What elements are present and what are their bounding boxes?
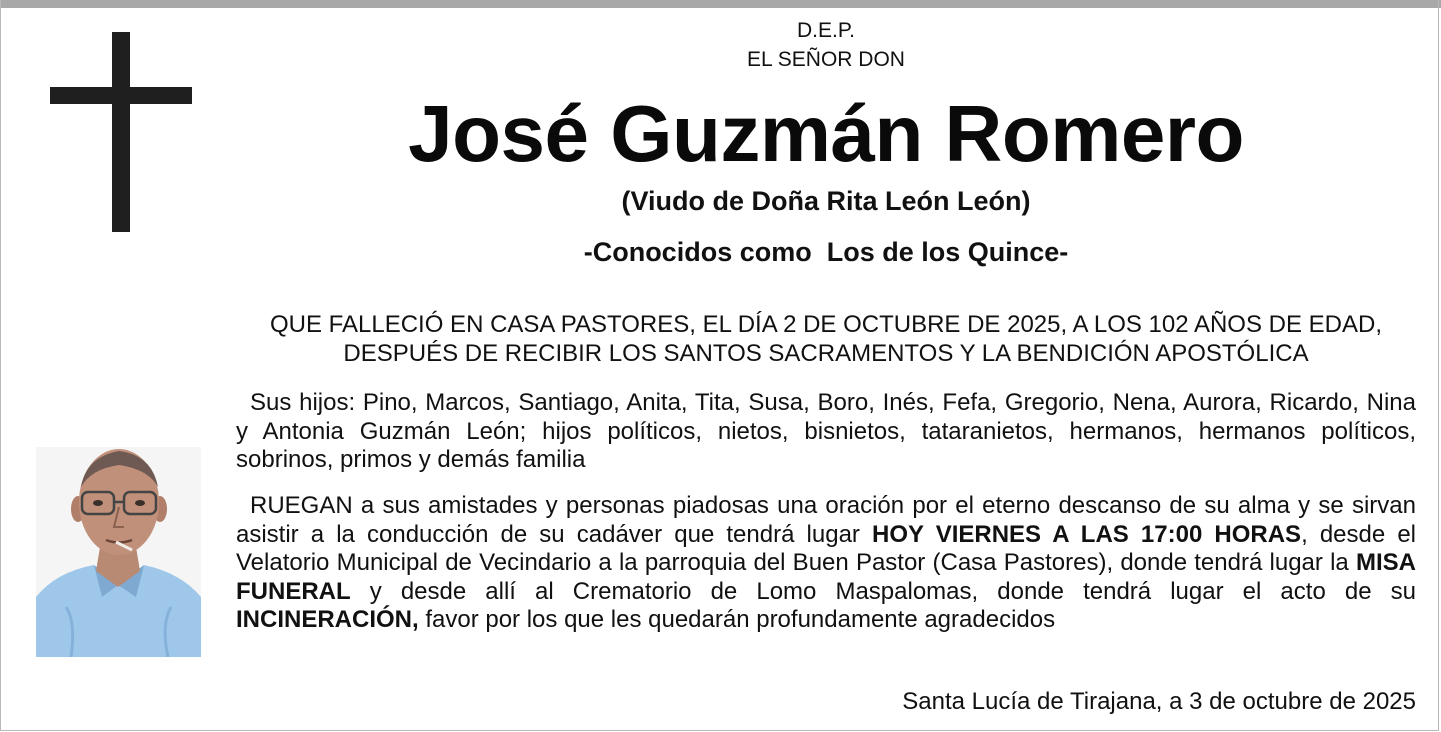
deceased-name: José Guzmán Romero <box>408 89 1244 178</box>
family-paragraph <box>236 389 1416 475</box>
family-text: Sus hijos: Pino, Marcos, Santiago, Anita, Tita, Susa, Boro, Inés, Fefa, Gregorio, Nena, Aurora, Ricardo, Nina y Antonia Guzmán León; hijos políticos, nietos, bisnietos, tataranietos, hermanos, hermanos políticos, sobrinos, primos y demás familia <box>236 389 1416 473</box>
portrait-illustration <box>36 447 201 657</box>
senor-heading: EL SEÑOR DON <box>747 48 905 71</box>
place-date: Santa Lucía de Tirajana, a 3 de octubre de 2025 <box>902 688 1416 715</box>
death-announcement: QUE FALLECIÓ EN CASA PASTORES, EL DÍA 2 DE OCTUBRE DE 2025, A LOS 102 AÑOS DE EDAD, DESPUÉS DE RECIBIR LOS SANTOS SACRAMENTOS Y LA BENDICIÓN APOSTÓLICA <box>270 311 1382 367</box>
known-as-line: -Conocidos como Los de los Quince- <box>583 237 1069 267</box>
dep-heading: D.E.P. <box>797 19 855 42</box>
request-paragraph <box>236 492 1416 635</box>
portrait-photo <box>36 447 201 657</box>
cross-horizontal-beam <box>50 87 192 104</box>
cross-vertical-beam <box>112 32 130 232</box>
request-incineration: INCINERACIÓN, <box>236 606 419 633</box>
request-mass: MISA FUNERAL <box>236 549 1416 605</box>
request-text-g: favor por los que les quedarán profundamente agradecidos <box>418 606 1056 633</box>
widower-line: (Viudo de Doña Rita León León) <box>621 186 1031 216</box>
request-text-e: y desde allí al Crematorio de Lomo Maspalomas, donde tendrá lugar el acto de su <box>350 577 1416 605</box>
request-text-a: RUEGAN a sus amistades y personas piadosas una oración por el eterno descanso de su alma y se sirvan asistir a la conducción de su cadáver que tendrá lugar <box>236 492 1416 548</box>
request-text-c: , desde el Velatorio Municipal de Vecindario a la parroquia del Buen Pastor (Casa Pastores), donde tendrá lugar la <box>236 520 1417 576</box>
request-time: HOY VIERNES A LAS 17:00 HORAS <box>872 520 1302 548</box>
